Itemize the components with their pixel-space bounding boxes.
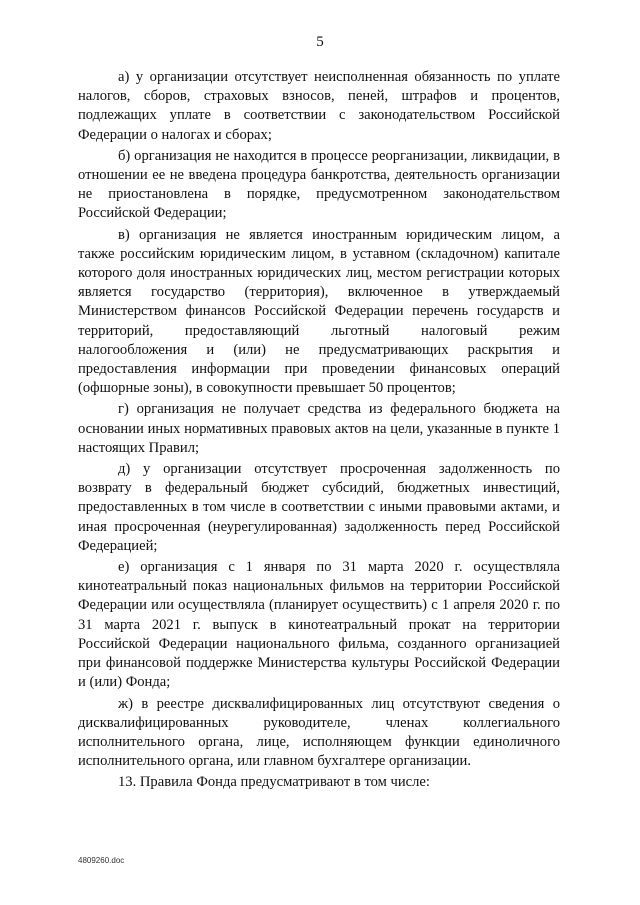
paragraph-e: е) организация с 1 января по 31 марта 2020 г. осуществляла кинотеатральный показ национальных фильмов на территории Российской Федерации или осуществляла (планирует осуществить) с 1 апреля 2020 г. по 31 марта 2021 г. выпуск в кинотеатральный прокат на территории Российской Федерации национального фильма, созданного организацией при финансовой поддержке Министерства культуры Российской Федерации и (или) Фонда; [78, 559, 560, 691]
paragraph-a: а) у организации отсутствует неисполненная обязанность по уплате налогов, сборов, страховых взносов, пеней, штрафов и процентов, подлежащих уплате в соответствии с законодательством Российской Федерации о налогах и сборах; [78, 69, 560, 143]
file-name-footer: 4809260.doc [78, 856, 125, 865]
paragraph-d: д) у организации отсутствует просроченная задолженность по возврату в федеральный бюджет субсидий, бюджетных инвестиций, предоставленных в том числе в соответствии с иными правовыми актами, и иная просроченная (неурегулированная) задолженность перед Российской Федерацией; [78, 461, 560, 554]
paragraph-b: б) организация не находится в процессе реорганизации, ликвидации, в отношении ее не введена процедура банкротства, деятельность организации не приостановлена в порядке, предусмотренном законодательством Российской Федерации; [78, 147, 560, 222]
paragraph-13: 13. Правила Фонда предусматривают в том числе: [118, 774, 430, 791]
document-body [78, 68, 560, 795]
paragraph-v: в) организация не является иностранным юридическим лицом, а также российским юридическим лицом, в уставном (складочном) капитале которого доля иностранных юридических лиц, местом регистрации которых является государство (территория), включенное в утверждаемый Министерством финансов Российской Федерации перечень государств и территорий, предоставляющий льготный налоговый режим налогообложения и (или) не предусматривающих раскрытия и предоставления информации при проведении финансовых операций (офшорные зоны), в совокупности превышает 50 процентов; [78, 226, 560, 397]
page-number: 5 [316, 34, 324, 50]
paragraph-zh: ж) в реестре дисквалифицированных лиц отсутствуют сведения о дисквалифицированных руководителе, членах коллегиального исполнительного органа, лице, исполняющем функции единоличного исполнительного органа, или главном бухгалтере организации. [78, 695, 560, 770]
paragraph-g: г) организация не получает средства из федерального бюджета на основании иных нормативных правовых актов на цели, указанные в пункте 1 настоящих Правил; [78, 401, 560, 456]
